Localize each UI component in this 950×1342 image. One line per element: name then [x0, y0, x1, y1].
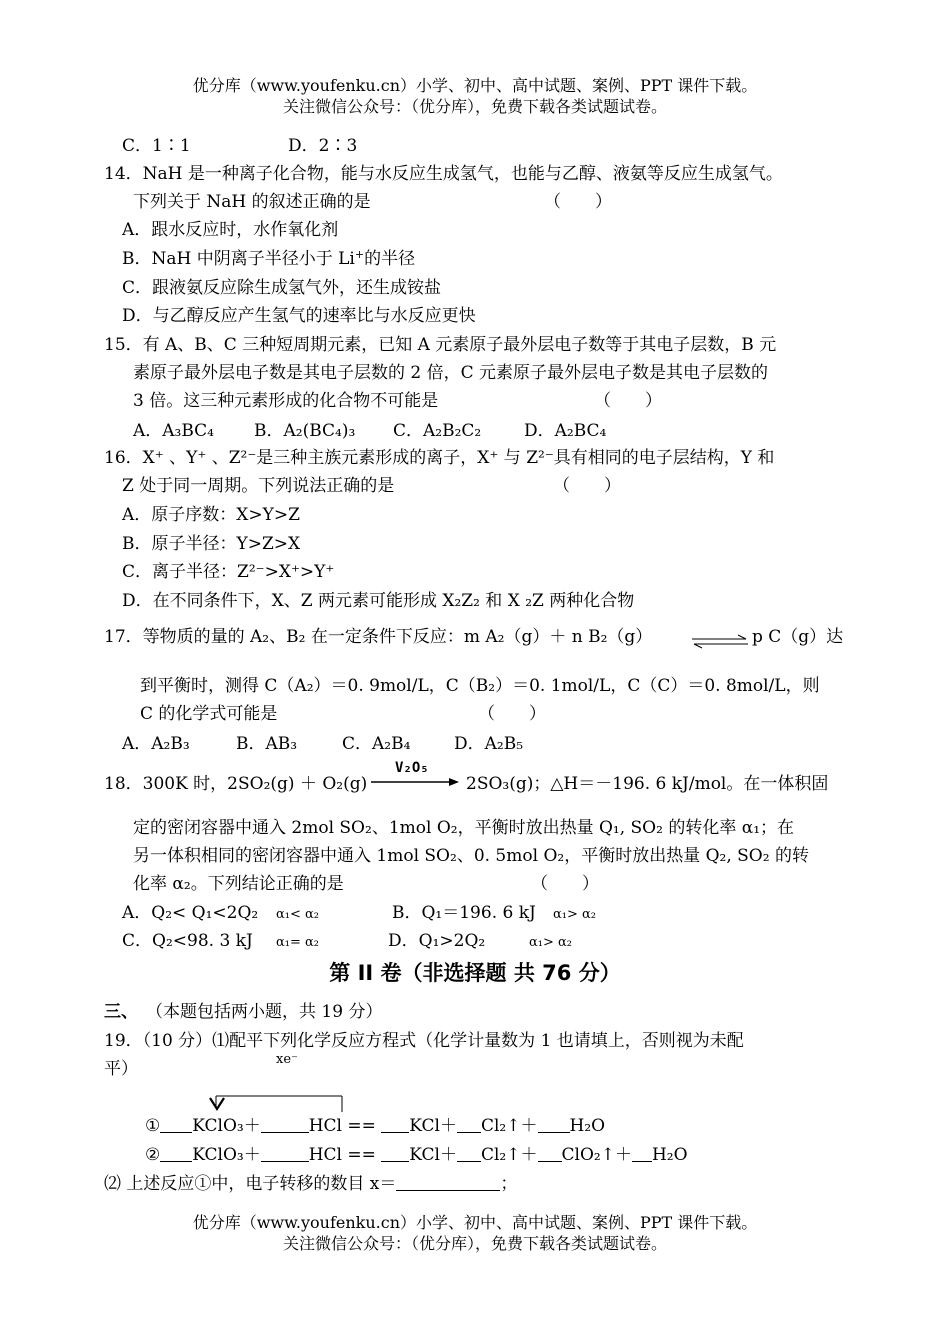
q18-option-d-q: D．Q₁>2Q₂ — [388, 931, 486, 951]
eq2-blank-kclo3[interactable] — [160, 1147, 192, 1162]
reaction-arrow-icon — [369, 776, 461, 788]
footer-line-1: 优分库（www.youfenku.cn）小学、初中、高中试题、案例、PPT 课件下载。 — [192, 1213, 758, 1232]
q15-option-c: C．A₂B₂C₂ — [393, 421, 482, 441]
eq1-blank-kcl[interactable] — [381, 1118, 409, 1133]
q17-option-d: D．A₂B₅ — [454, 734, 524, 754]
eq1-blank-h2o[interactable] — [538, 1118, 570, 1133]
q18-stem-1-pre: 18．300K 时，2SO₂(g) ＋ O₂(g) — [104, 774, 368, 794]
q14-stem-2: 下列关于 NaH 的叙述正确的是 — [133, 192, 371, 212]
q18-stem-4: 化率 α₂。下列结论正确的是 — [133, 874, 344, 894]
q19-part-2: ⑵ 上述反应①中，电子转移的数目 x＝ ； — [104, 1174, 518, 1194]
q19-stem-1: 19．（10 分）⑴配平下列化学反应方程式（化学计量数为 1 也请填上，否则视为未配 — [104, 1031, 744, 1051]
q13-option-c: C．1∶1 — [122, 136, 191, 156]
header-line-2: 关注微信公众号：（优分库），免费下载各类试题试卷。 — [282, 97, 667, 116]
q16-option-b: B．原子半径：Y>Z>X — [122, 534, 301, 554]
q18-answer-paren: （ ） — [531, 874, 599, 894]
eq2-blank-cl2[interactable] — [457, 1147, 481, 1162]
q16-option-c: C．离子半径：Z²⁻>X⁺>Y⁺ — [122, 562, 335, 582]
electron-transfer-bridge-icon — [208, 1094, 348, 1116]
q14-option-c: C．跟液氨反应除生成氢气外，还生成铵盐 — [122, 278, 442, 298]
q15-stem-2: 素原子最外层电子数是其电子层数的 2 倍，C 元素原子最外层电子数是其电子层数的 — [133, 363, 769, 383]
equilibrium-arrow-icon — [690, 634, 750, 650]
q18-stem-2: 定的密闭容器中通入 2mol SO₂、1mol O₂，平衡时放出热量 Q₁, SO₂ 的转化率 α₁；在 — [133, 818, 795, 838]
q18-option-a-alpha: α₁< α₂ — [276, 907, 320, 922]
q18-option-a-q: A．Q₂< Q₁<2Q₂ — [122, 903, 259, 923]
eq1-blank-cl2[interactable] — [457, 1118, 481, 1133]
q16-option-d: D．在不同条件下，X、Z 两元素可能形成 X₂Z₂ 和 X ₂Z 两种化合物 — [122, 591, 635, 611]
eq1-blank-hcl[interactable] — [261, 1118, 309, 1133]
q15-option-d: D．A₂BC₄ — [524, 421, 607, 441]
q17-option-c: C．A₂B₄ — [342, 734, 411, 754]
q14-answer-paren: （ ） — [544, 192, 612, 212]
q15-answer-paren: （ ） — [594, 391, 662, 411]
q17-stem-1-tail: p C（g）达 — [752, 627, 844, 647]
equation-1: ① KClO₃＋ HCl == KCl＋ Cl₂↑＋ H₂O — [145, 1116, 606, 1136]
q13-option-d: D．2∶3 — [288, 136, 358, 156]
equation-2: ② KClO₃＋ HCl == KCl＋ Cl₂↑＋ ClO₂↑＋ H₂O — [145, 1145, 688, 1165]
q14-option-a: A．跟水反应时，水作氧化剂 — [122, 220, 339, 240]
q18-option-c-q: C．Q₂<98. 3 kJ — [122, 931, 253, 951]
eq1-blank-kclo3[interactable] — [160, 1118, 192, 1133]
q17-stem-2: 到平衡时，测得 C（A₂）＝0. 9mol/L，C（B₂）＝0. 1mol/L，C（C）＝0. 8mol/L，则 — [140, 676, 820, 696]
footer-line-2: 关注微信公众号：（优分库），免费下载各类试题试卷。 — [282, 1234, 667, 1253]
q14-option-b: B．NaH 中阴离子半径小于 Li+的半径 — [122, 248, 416, 269]
eq2-blank-clo2[interactable] — [538, 1147, 562, 1162]
q16-answer-paren: （ ） — [553, 476, 621, 496]
electron-transfer-label: xe⁻ — [276, 1052, 298, 1067]
q15-option-a: A．A₃BC₄ — [133, 421, 214, 441]
q17-option-a: A．A₂B₃ — [122, 734, 190, 754]
eq2-blank-kcl[interactable] — [381, 1147, 409, 1162]
header-line-1: 优分库（www.youfenku.cn）小学、初中、高中试题、案例、PPT 课件下载。 — [192, 76, 758, 95]
q18-catalyst: V₂O₅ — [395, 760, 429, 776]
q14-option-d: D．与乙醇反应产生氢气的速率比与水反应更快 — [122, 306, 476, 326]
q16-stem-1: 16．X⁺ 、Y⁺ 、Z²⁻是三种主族元素形成的离子，X⁺ 与 Z²⁻具有相同的电子层结构，Y 和 — [104, 448, 775, 468]
q19-x-blank[interactable] — [396, 1176, 500, 1191]
q18-option-b-alpha: α₁> α₂ — [553, 907, 597, 922]
q14-stem-1: 14．NaH 是一种离子化合物，能与水反应生成氢气，也能与乙醇、液氨等反应生成氢气。 — [104, 164, 783, 184]
q18-option-b-q: B．Q₁＝196. 6 kJ — [392, 903, 536, 923]
q19-stem-2: 平） — [104, 1059, 138, 1079]
q15-option-b: B．A₂(BC₄)₃ — [254, 421, 356, 441]
q16-option-a: A．原子序数：X>Y>Z — [122, 505, 300, 525]
q18-option-c-alpha: α₁= α₂ — [276, 935, 320, 950]
section-3-text: （本题包括两小题，共 19 分） — [146, 1002, 383, 1022]
section-3-label: 三、 — [104, 1002, 138, 1022]
q15-stem-3: 3 倍。这三种元素形成的化合物不可能是 — [133, 391, 439, 411]
q16-stem-2: Z 处于同一周期。下列说法正确的是 — [122, 476, 395, 496]
q15-stem-1: 15．有 A、B、C 三种短周期元素，已知 A 元素原子最外层电子数等于其电子层数，B 元 — [104, 335, 777, 355]
eq2-blank-hcl[interactable] — [261, 1147, 309, 1162]
q18-stem-1-post: 2SO₃(g)；△H＝－196. 6 kJ/mol。在一体积固 — [466, 774, 829, 794]
q18-option-d-alpha: α₁> α₂ — [529, 935, 573, 950]
q17-stem-1: 17．等物质的量的 A₂、B₂ 在一定条件下反应：m A₂（g）＋ n B₂（g） — [104, 627, 653, 647]
q17-option-b: B．AB₃ — [236, 734, 298, 754]
part-2-title: 第 II 卷（非选择题 共 76 分） — [329, 961, 621, 985]
q18-stem-3: 另一体积相同的密闭容器中通入 1mol SO₂、0. 5mol O₂，平衡时放出热量 Q₂, SO₂ 的转 — [133, 846, 809, 866]
q17-answer-paren: （ ） — [478, 704, 546, 724]
q17-stem-3: C 的化学式可能是 — [140, 704, 278, 724]
eq2-blank-h2o[interactable] — [632, 1147, 652, 1162]
